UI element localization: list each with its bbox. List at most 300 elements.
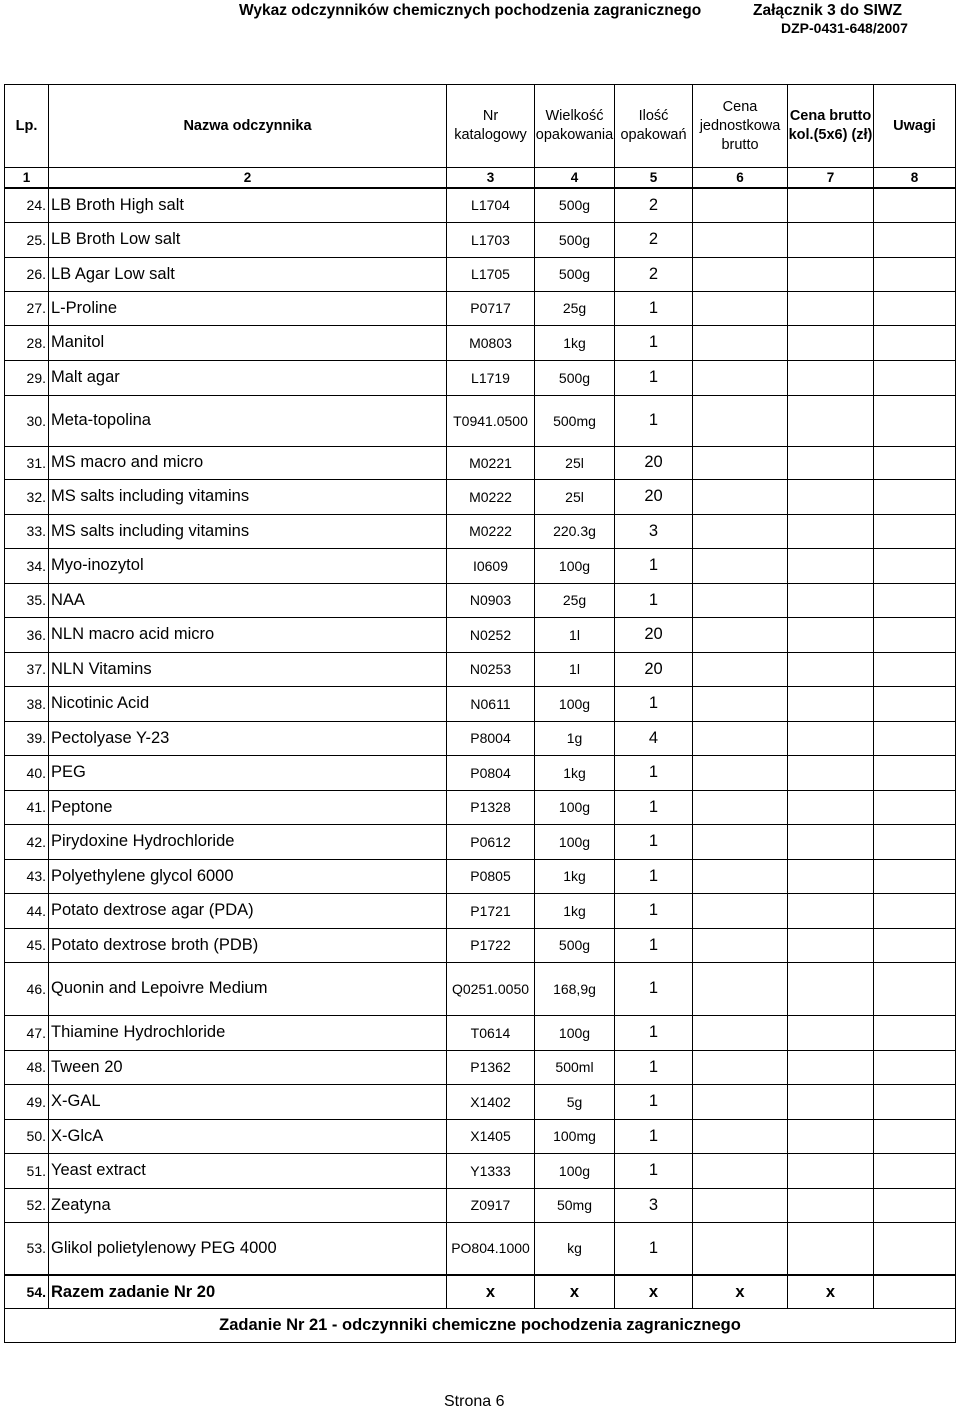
catalog-number: M0222	[447, 514, 535, 548]
catalog-number: Q0251.0050	[447, 962, 535, 1015]
package-quantity: 1	[615, 325, 693, 360]
reagent-name: Meta-topolina	[49, 395, 447, 446]
unit-price-cell	[693, 1015, 788, 1050]
notes-cell	[874, 962, 956, 1015]
row-lp: 48.	[5, 1050, 49, 1084]
notes-cell	[874, 257, 956, 291]
reagent-name: Tween 20	[49, 1050, 447, 1084]
total-price-cell	[788, 395, 874, 446]
table-row	[5, 514, 956, 548]
catalog-number: X1402	[447, 1084, 535, 1119]
row-lp: 24.	[5, 188, 49, 222]
table-row	[5, 755, 956, 790]
table-row	[5, 1188, 956, 1222]
total-price-cell	[788, 755, 874, 790]
catalog-number: N0253	[447, 652, 535, 686]
unit-price-cell	[693, 583, 788, 617]
package-quantity: 2	[615, 222, 693, 257]
notes-cell	[874, 893, 956, 928]
row-lp: 32.	[5, 479, 49, 514]
package-quantity: 1	[615, 686, 693, 721]
table-row	[5, 222, 956, 257]
unit-price-cell	[693, 222, 788, 257]
row-lp: 45.	[5, 928, 49, 962]
package-quantity: 1	[615, 755, 693, 790]
row-lp: 28.	[5, 325, 49, 360]
package-size: 1kg	[535, 859, 615, 893]
notes-cell	[874, 395, 956, 446]
notes-cell	[874, 583, 956, 617]
total-price-cell	[788, 1084, 874, 1119]
table-row	[5, 1050, 956, 1084]
row-lp: 50.	[5, 1119, 49, 1153]
catalog-number: T0614	[447, 1015, 535, 1050]
table-body	[5, 188, 956, 1275]
row-lp: 43.	[5, 859, 49, 893]
package-quantity: 2	[615, 257, 693, 291]
reagent-name: Pectolyase Y-23	[49, 721, 447, 755]
reagents-table	[4, 84, 956, 1343]
package-quantity: 1	[615, 1222, 693, 1275]
package-quantity: 1	[615, 962, 693, 1015]
table-header-row	[5, 85, 956, 168]
catalog-number: P0805	[447, 859, 535, 893]
catalog-number: L1703	[447, 222, 535, 257]
column-number: 7	[788, 168, 874, 189]
unit-price-cell	[693, 962, 788, 1015]
package-quantity: 2	[615, 188, 693, 222]
reagent-name: Zeatyna	[49, 1188, 447, 1222]
row-lp: 35.	[5, 583, 49, 617]
total-price-cell	[788, 222, 874, 257]
unit-price-cell	[693, 395, 788, 446]
table-row	[5, 1119, 956, 1153]
reagent-name: Pirydoxine Hydrochloride	[49, 824, 447, 859]
reagent-name: Potato dextrose broth (PDB)	[49, 928, 447, 962]
notes-cell	[874, 859, 956, 893]
column-number: 8	[874, 168, 956, 189]
notes-cell	[874, 1153, 956, 1188]
notes-cell	[874, 617, 956, 652]
total-price-cell	[788, 291, 874, 325]
package-quantity: 1	[615, 1050, 693, 1084]
row-lp: 53.	[5, 1222, 49, 1275]
table-row	[5, 790, 956, 824]
table-row	[5, 893, 956, 928]
package-quantity: 1	[615, 548, 693, 583]
unit-price-cell	[693, 652, 788, 686]
row-lp: 49.	[5, 1084, 49, 1119]
row-lp: 37.	[5, 652, 49, 686]
col-header-unit-price: Cena jednostkowa brutto	[693, 85, 788, 168]
reagent-name: NLN macro acid micro	[49, 617, 447, 652]
document-title: Wykaz odczynników chemicznych pochodzenia zagranicznego	[239, 2, 702, 19]
total-price-cell	[788, 1050, 874, 1084]
package-quantity: 3	[615, 514, 693, 548]
package-quantity: 1	[615, 360, 693, 395]
package-size: 25l	[535, 479, 615, 514]
package-size: 25l	[535, 446, 615, 479]
unit-price-cell	[693, 479, 788, 514]
col-header-lp: Lp.	[5, 85, 49, 168]
unit-price-cell	[693, 824, 788, 859]
package-quantity: 20	[615, 446, 693, 479]
catalog-number: Y1333	[447, 1153, 535, 1188]
total-price-cell	[788, 721, 874, 755]
total-price-cell	[788, 1015, 874, 1050]
package-size: 50mg	[535, 1188, 615, 1222]
catalog-number: P0804	[447, 755, 535, 790]
reagent-name: Myo-inozytol	[49, 548, 447, 583]
total-price-cell	[788, 824, 874, 859]
catalog-number: PO804.1000	[447, 1222, 535, 1275]
catalog-number: L1704	[447, 188, 535, 222]
notes-cell	[874, 721, 956, 755]
table-row	[5, 824, 956, 859]
catalog-number: P8004	[447, 721, 535, 755]
catalog-number: M0803	[447, 325, 535, 360]
total-price-cell	[788, 446, 874, 479]
catalog-number: P1721	[447, 893, 535, 928]
unit-price-cell	[693, 1153, 788, 1188]
notes-cell	[874, 446, 956, 479]
total-mark: x	[788, 1275, 874, 1309]
row-lp: 25.	[5, 222, 49, 257]
notes-cell	[874, 1015, 956, 1050]
table-row	[5, 1153, 956, 1188]
package-quantity: 1	[615, 893, 693, 928]
reagent-name: Manitol	[49, 325, 447, 360]
reagent-name: L-Proline	[49, 291, 447, 325]
package-quantity: 20	[615, 479, 693, 514]
col-header-notes: Uwagi	[874, 85, 956, 168]
total-price-cell	[788, 859, 874, 893]
notes-cell	[874, 824, 956, 859]
package-size: 500ml	[535, 1050, 615, 1084]
total-price-cell	[788, 617, 874, 652]
total-lp: 54.	[5, 1275, 49, 1309]
reagent-name: LB Broth High salt	[49, 188, 447, 222]
unit-price-cell	[693, 893, 788, 928]
package-quantity: 1	[615, 291, 693, 325]
row-lp: 42.	[5, 824, 49, 859]
column-number: 3	[447, 168, 535, 189]
row-lp: 51.	[5, 1153, 49, 1188]
column-number: 1	[5, 168, 49, 189]
notes-cell	[874, 1188, 956, 1222]
total-price-cell	[788, 790, 874, 824]
package-size: 100g	[535, 1015, 615, 1050]
total-price-cell	[788, 652, 874, 686]
notes-cell	[874, 1222, 956, 1275]
column-number-row	[5, 168, 956, 189]
unit-price-cell	[693, 514, 788, 548]
reagent-name: X-GlcA	[49, 1119, 447, 1153]
total-row	[5, 1275, 956, 1309]
table-row	[5, 291, 956, 325]
total-price-cell	[788, 188, 874, 222]
package-quantity: 1	[615, 928, 693, 962]
package-size: 100g	[535, 548, 615, 583]
total-price-cell	[788, 962, 874, 1015]
package-quantity: 3	[615, 1188, 693, 1222]
next-task-title: Zadanie Nr 21 - odczynniki chemiczne pochodzenia zagranicznego	[5, 1309, 956, 1343]
catalog-number: P1722	[447, 928, 535, 962]
catalog-number: X1405	[447, 1119, 535, 1153]
notes-cell	[874, 928, 956, 962]
reagent-name: Nicotinic Acid	[49, 686, 447, 721]
unit-price-cell	[693, 755, 788, 790]
reagent-name: PEG	[49, 755, 447, 790]
catalog-number: L1719	[447, 360, 535, 395]
col-header-qty: Ilość opakowań	[615, 85, 693, 168]
total-price-cell	[788, 583, 874, 617]
catalog-number: P0717	[447, 291, 535, 325]
unit-price-cell	[693, 721, 788, 755]
unit-price-cell	[693, 790, 788, 824]
reagent-name: Thiamine Hydrochloride	[49, 1015, 447, 1050]
table-row	[5, 479, 956, 514]
table-row	[5, 1222, 956, 1275]
column-number: 5	[615, 168, 693, 189]
package-quantity: 1	[615, 1119, 693, 1153]
unit-price-cell	[693, 325, 788, 360]
table-row	[5, 962, 956, 1015]
reagent-name: NAA	[49, 583, 447, 617]
row-lp: 52.	[5, 1188, 49, 1222]
notes-cell	[874, 1050, 956, 1084]
unit-price-cell	[693, 617, 788, 652]
total-price-cell	[788, 686, 874, 721]
catalog-number: T0941.0500	[447, 395, 535, 446]
column-number: 6	[693, 168, 788, 189]
catalog-number: M0222	[447, 479, 535, 514]
reagent-name: MS macro and micro	[49, 446, 447, 479]
package-quantity: 1	[615, 1084, 693, 1119]
column-number: 2	[49, 168, 447, 189]
reagent-name: LB Agar Low salt	[49, 257, 447, 291]
total-price-cell	[788, 1222, 874, 1275]
total-price-cell	[788, 479, 874, 514]
total-price-cell	[788, 514, 874, 548]
reagent-name: LB Broth Low salt	[49, 222, 447, 257]
row-lp: 39.	[5, 721, 49, 755]
package-size: 5g	[535, 1084, 615, 1119]
unit-price-cell	[693, 291, 788, 325]
package-size: 500g	[535, 928, 615, 962]
unit-price-cell	[693, 1050, 788, 1084]
reagent-name: Glikol polietylenowy PEG 4000	[49, 1222, 447, 1275]
notes-cell	[874, 1119, 956, 1153]
package-size: 1l	[535, 617, 615, 652]
total-price-cell	[788, 325, 874, 360]
total-price-cell	[788, 893, 874, 928]
package-size: 1kg	[535, 893, 615, 928]
notes-cell	[874, 325, 956, 360]
col-header-catalog: Nr katalogowy	[447, 85, 535, 168]
package-quantity: 20	[615, 652, 693, 686]
package-quantity: 4	[615, 721, 693, 755]
total-label: Razem zadanie Nr 20	[49, 1275, 447, 1309]
package-size: 100g	[535, 824, 615, 859]
catalog-number: I0609	[447, 548, 535, 583]
package-size: 220.3g	[535, 514, 615, 548]
row-lp: 34.	[5, 548, 49, 583]
row-lp: 33.	[5, 514, 49, 548]
table-row	[5, 1084, 956, 1119]
package-size: kg	[535, 1222, 615, 1275]
reagent-name: Polyethylene glycol 6000	[49, 859, 447, 893]
reagent-name: Malt agar	[49, 360, 447, 395]
table-row	[5, 859, 956, 893]
row-lp: 44.	[5, 893, 49, 928]
column-number: 4	[535, 168, 615, 189]
attachment-label: Załącznik 3 do SIWZ	[753, 2, 902, 19]
package-size: 500g	[535, 360, 615, 395]
package-size: 1l	[535, 652, 615, 686]
row-lp: 40.	[5, 755, 49, 790]
unit-price-cell	[693, 1084, 788, 1119]
total-mark: x	[615, 1275, 693, 1309]
notes-cell	[874, 514, 956, 548]
col-header-name: Nazwa odczynnika	[49, 85, 447, 168]
package-size: 100g	[535, 1153, 615, 1188]
reagent-name: Yeast extract	[49, 1153, 447, 1188]
unit-price-cell	[693, 1188, 788, 1222]
package-size: 500g	[535, 188, 615, 222]
package-quantity: 1	[615, 859, 693, 893]
row-lp: 41.	[5, 790, 49, 824]
package-quantity: 20	[615, 617, 693, 652]
row-lp: 46.	[5, 962, 49, 1015]
catalog-number: P1328	[447, 790, 535, 824]
total-price-cell	[788, 1119, 874, 1153]
unit-price-cell	[693, 188, 788, 222]
col-header-size: Wielkość opakowania	[535, 85, 615, 168]
package-size: 500mg	[535, 395, 615, 446]
reference-number: DZP-0431-648/2007	[781, 20, 908, 36]
notes-cell	[874, 686, 956, 721]
package-size: 168,9g	[535, 962, 615, 1015]
table-row	[5, 188, 956, 222]
row-lp: 29.	[5, 360, 49, 395]
table-row	[5, 360, 956, 395]
catalog-number: P1362	[447, 1050, 535, 1084]
reagent-name: X-GAL	[49, 1084, 447, 1119]
next-task-row	[5, 1309, 956, 1343]
catalog-number: L1705	[447, 257, 535, 291]
package-size: 100mg	[535, 1119, 615, 1153]
total-mark: x	[693, 1275, 788, 1309]
reagent-name: MS salts including vitamins	[49, 514, 447, 548]
package-size: 100g	[535, 686, 615, 721]
catalog-number: N0611	[447, 686, 535, 721]
table-row	[5, 446, 956, 479]
table-row	[5, 325, 956, 360]
unit-price-cell	[693, 548, 788, 583]
package-size: 1kg	[535, 325, 615, 360]
total-price-cell	[788, 360, 874, 395]
unit-price-cell	[693, 686, 788, 721]
notes-cell	[874, 652, 956, 686]
package-size: 500g	[535, 222, 615, 257]
package-quantity: 1	[615, 1153, 693, 1188]
row-lp: 38.	[5, 686, 49, 721]
table-row	[5, 1015, 956, 1050]
package-quantity: 1	[615, 583, 693, 617]
reagent-name: NLN Vitamins	[49, 652, 447, 686]
row-lp: 26.	[5, 257, 49, 291]
reagent-name: Quonin and Lepoivre Medium	[49, 962, 447, 1015]
unit-price-cell	[693, 928, 788, 962]
notes-cell	[874, 790, 956, 824]
total-mark: x	[447, 1275, 535, 1309]
unit-price-cell	[693, 446, 788, 479]
table-row	[5, 721, 956, 755]
unit-price-cell	[693, 360, 788, 395]
table-row	[5, 617, 956, 652]
notes-cell	[874, 360, 956, 395]
notes-cell	[874, 755, 956, 790]
table-row	[5, 583, 956, 617]
row-lp: 47.	[5, 1015, 49, 1050]
package-size: 1kg	[535, 755, 615, 790]
package-size: 25g	[535, 583, 615, 617]
notes-cell	[874, 479, 956, 514]
total-mark: x	[535, 1275, 615, 1309]
row-lp: 30.	[5, 395, 49, 446]
catalog-number: Z0917	[447, 1188, 535, 1222]
package-quantity: 1	[615, 790, 693, 824]
row-lp: 36.	[5, 617, 49, 652]
total-notes	[874, 1275, 956, 1309]
row-lp: 31.	[5, 446, 49, 479]
reagent-name: MS salts including vitamins	[49, 479, 447, 514]
notes-cell	[874, 548, 956, 583]
package-quantity: 1	[615, 395, 693, 446]
package-size: 100g	[535, 790, 615, 824]
package-quantity: 1	[615, 1015, 693, 1050]
table-row	[5, 548, 956, 583]
catalog-number: N0903	[447, 583, 535, 617]
reagent-name: Peptone	[49, 790, 447, 824]
total-price-cell	[788, 1153, 874, 1188]
notes-cell	[874, 291, 956, 325]
table-row	[5, 928, 956, 962]
total-price-cell	[788, 548, 874, 583]
catalog-number: N0252	[447, 617, 535, 652]
total-price-cell	[788, 257, 874, 291]
table-row	[5, 686, 956, 721]
catalog-number: M0221	[447, 446, 535, 479]
notes-cell	[874, 1084, 956, 1119]
table-row	[5, 395, 956, 446]
notes-cell	[874, 222, 956, 257]
total-price-cell	[788, 1188, 874, 1222]
package-size: 1g	[535, 721, 615, 755]
notes-cell	[874, 188, 956, 222]
unit-price-cell	[693, 1119, 788, 1153]
row-lp: 27.	[5, 291, 49, 325]
package-size: 25g	[535, 291, 615, 325]
package-quantity: 1	[615, 824, 693, 859]
col-header-total-price: Cena brutto kol.(5x6) (zł)	[788, 85, 874, 168]
total-price-cell	[788, 928, 874, 962]
page-footer: Strona 6	[444, 1393, 505, 1410]
reagent-name: Potato dextrose agar (PDA)	[49, 893, 447, 928]
unit-price-cell	[693, 1222, 788, 1275]
unit-price-cell	[693, 257, 788, 291]
